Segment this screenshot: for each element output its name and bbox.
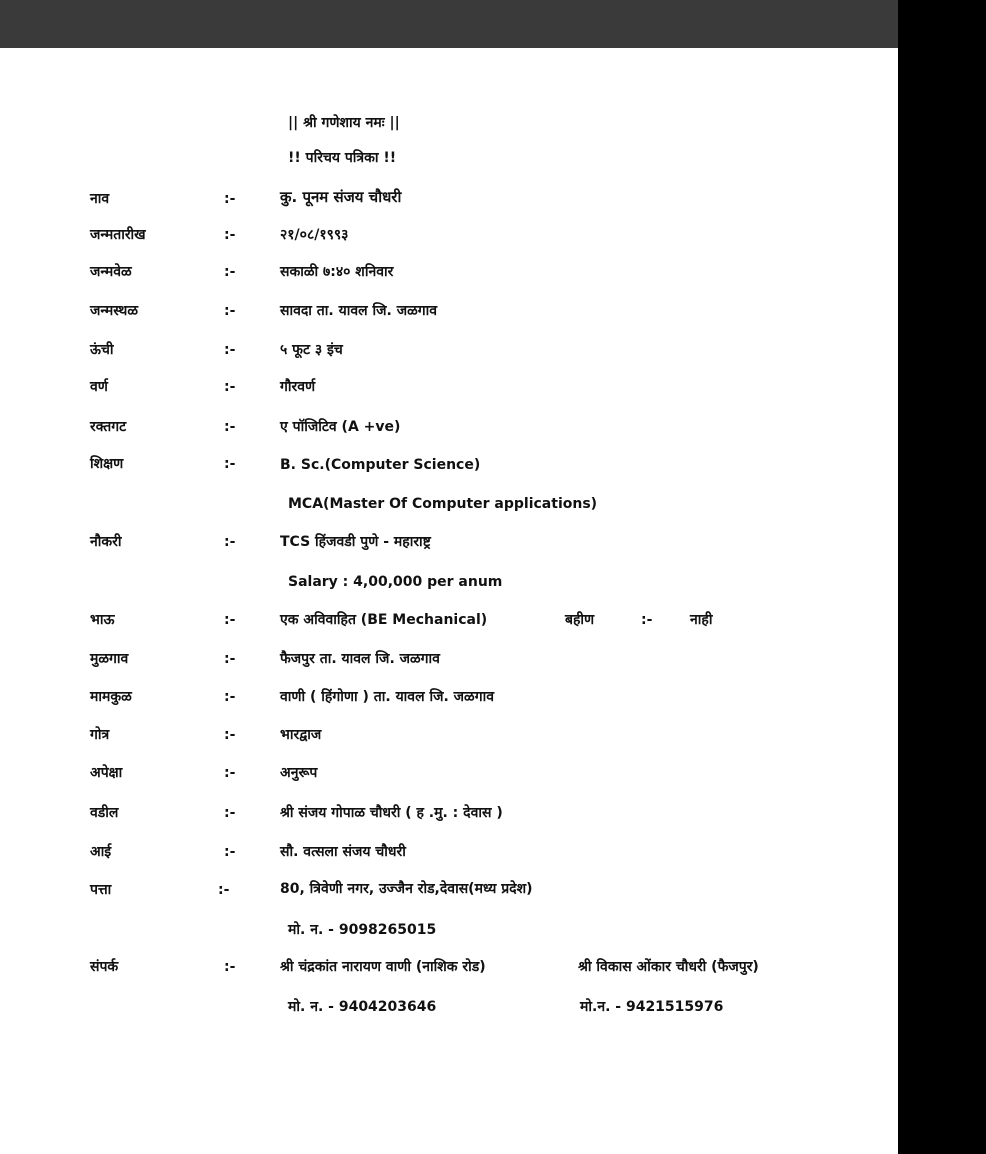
label-native-place: मुळगाव	[90, 651, 129, 667]
label-birth-time: जन्मवेळ	[90, 264, 132, 280]
value-mother: सौ. वत्सला संजय चौधरी	[280, 844, 406, 860]
separator: :-	[224, 456, 236, 472]
value-contact-1-phone: मो. न. - 9404203646	[288, 999, 437, 1015]
label-brother: भाऊ	[90, 612, 115, 628]
value-salary: Salary : 4,00,000 per anum	[288, 574, 503, 590]
separator: :-	[224, 689, 236, 705]
label-mother: आई	[90, 844, 112, 860]
separator: :-	[224, 534, 236, 550]
value-birth-time: सकाळी ७:४० शनिवार	[280, 264, 394, 280]
value-birth-place: सावदा ता. यावल जि. जळगाव	[280, 303, 438, 319]
separator: :-	[224, 727, 236, 743]
value-contact-2-phone: मो.न. - 9421515976	[580, 999, 724, 1015]
label-gotra: गोत्र	[90, 727, 110, 743]
value-birth-date: २१/०८/१९९३	[280, 227, 349, 243]
value-contact-2: श्री विकास ओंकार चौधरी (फैजपुर)	[578, 959, 759, 975]
label-height: ऊंची	[90, 342, 114, 358]
value-education-line-2: MCA(Master Of Computer applications)	[288, 496, 598, 512]
separator: :-	[224, 191, 236, 207]
separator: :-	[224, 765, 236, 781]
separator: :-	[224, 805, 236, 821]
separator: :-	[224, 303, 236, 319]
value-gotra: भारद्वाज	[280, 727, 322, 743]
separator: :-	[224, 264, 236, 280]
label-father: वडील	[90, 805, 119, 821]
value-expectation: अनुरूप	[280, 765, 318, 781]
value-name: कु. पूनम संजय चौधरी	[280, 188, 402, 206]
value-sister: नाही	[690, 612, 713, 628]
separator: :-	[224, 379, 236, 395]
separator: :-	[224, 419, 236, 435]
value-address: 80, त्रिवेणी नगर, उज्जैन रोड,देवास(मध्य प्रदेश)	[280, 881, 533, 897]
value-complexion: गौरवर्ण	[280, 379, 316, 395]
label-complexion: वर्ण	[90, 379, 108, 395]
label-address: पत्ता	[90, 882, 112, 898]
separator: :-	[224, 844, 236, 860]
label-expectation: अपेक्षा	[90, 765, 123, 781]
value-native-place: फैजपुर ता. यावल जि. जळगाव	[280, 651, 440, 667]
label-job: नौकरी	[90, 534, 122, 550]
value-height: ५ फूट ३ इंच	[280, 342, 343, 358]
separator: :-	[224, 959, 236, 975]
value-father: श्री संजय गोपाळ चौधरी ( ह .मु. : देवास )	[280, 805, 503, 821]
value-blood-group: ए पॉजिटिव (A +ve)	[280, 419, 401, 435]
invocation-heading: || श्री गणेशाय नमः ||	[288, 115, 400, 131]
separator: :-	[224, 227, 236, 243]
value-address-phone: मो. न. - 9098265015	[288, 922, 437, 938]
label-sister: बहीण	[565, 612, 595, 628]
separator: :-	[224, 612, 236, 628]
document-title: !! परिचय पत्रिका !!	[288, 150, 397, 166]
label-birth-place: जन्मस्थळ	[90, 303, 138, 319]
value-education: B. Sc.(Computer Science)	[280, 457, 481, 473]
label-education: शिक्षण	[90, 456, 124, 472]
document-page	[0, 48, 898, 1154]
label-name: नाव	[90, 191, 110, 207]
separator: :-	[641, 612, 653, 628]
value-contact-1: श्री चंद्रकांत नारायण वाणी (नाशिक रोड)	[280, 959, 486, 975]
separator: :-	[224, 651, 236, 667]
label-maternal-family: मामकुळ	[90, 689, 132, 705]
separator: :-	[224, 342, 236, 358]
value-brother: एक अविवाहित (BE Mechanical)	[280, 612, 488, 628]
label-contact: संपर्क	[90, 959, 119, 975]
value-maternal-family: वाणी ( हिंगोणा ) ता. यावल जि. जळगाव	[280, 689, 494, 705]
top-toolbar	[0, 0, 898, 48]
label-birth-date: जन्मतारीख	[90, 227, 146, 243]
separator: :-	[218, 882, 230, 898]
label-blood-group: रक्तगट	[90, 419, 127, 435]
value-job: TCS हिंजवडी पुणे - महाराष्ट्र	[280, 534, 431, 550]
